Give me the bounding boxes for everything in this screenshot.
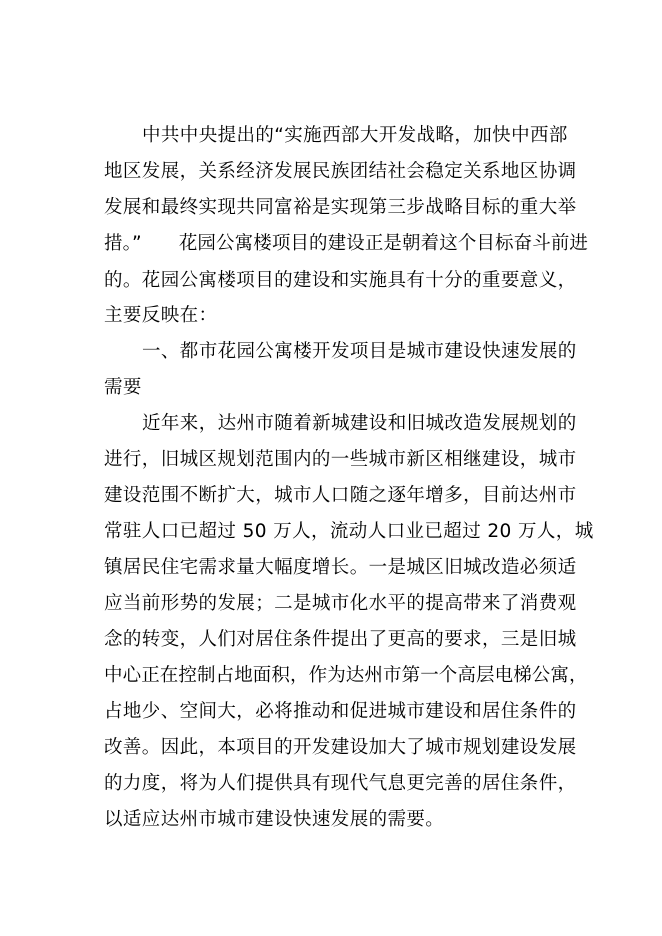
paragraph-1-line-6: 主要反映在： — [104, 305, 218, 326]
paragraph-3-line-2: 进行，旧城区规划范围内的一些城市新区相继建设，城市 — [104, 449, 577, 470]
paragraph-3-line-5: 镇居民住宅需求量大幅度增长。一是城区旧城改造必须适 — [104, 557, 577, 578]
section-heading-line-2: 需要 — [104, 377, 142, 398]
paragraph-3-line-6: 应当前形势的发展；二是城市化水平的提高带来了消费观 — [104, 593, 577, 614]
paragraph-3-line-10: 改善。因此，本项目的开发建设加大了城市规划建设发展 — [104, 737, 577, 758]
paragraph-1-line-1: 中共中央提出的“实施西部大开发战略，加快中西部 — [142, 125, 568, 146]
paragraph-3-line-9: 占地少、空间大，必将推动和促进城市建设和居住条件的 — [104, 701, 577, 722]
paragraph-1-line-4: 措。” 花园公寓楼项目的建设正是朝着这个目标奋斗前进 — [104, 233, 589, 254]
paragraph-1-line-2: 地区发展，关系经济发展民族团结社会稳定关系地区协调 — [104, 161, 577, 182]
paragraph-3-line-12: 以适应达州市城市建设快速发展的需要。 — [104, 809, 445, 830]
paragraph-1-line-5: 的。花园公寓楼项目的建设和实施具有十分的重要意义， — [104, 270, 577, 291]
section-heading-line-1: 一、都市花园公寓楼开发项目是城市建设快速发展的 — [142, 341, 577, 362]
paragraph-3-line-4: 常驻人口已超过 50 万人，流动人口业已超过 20 万人，城 — [104, 521, 594, 542]
paragraph-1-line-3: 发展和最终实现共同富裕是实现第三步战略目标的重大举 — [104, 197, 577, 218]
paragraph-3-line-7: 念的转变，人们对居住条件提出了更高的要求，三是旧城 — [104, 629, 577, 650]
paragraph-3-line-8: 中心正在控制占地面积，作为达州市第一个高层电梯公寓， — [104, 665, 588, 686]
paragraph-3-line-11: 的力度，将为人们提供具有现代气息更完善的居住条件， — [104, 773, 577, 794]
paragraph-3-line-1: 近年来，达州市随着新城建设和旧城改造发展规划的 — [142, 413, 577, 434]
paragraph-3-line-3: 建设范围不断扩大，城市人口随之逐年增多，目前达州市 — [104, 485, 577, 506]
